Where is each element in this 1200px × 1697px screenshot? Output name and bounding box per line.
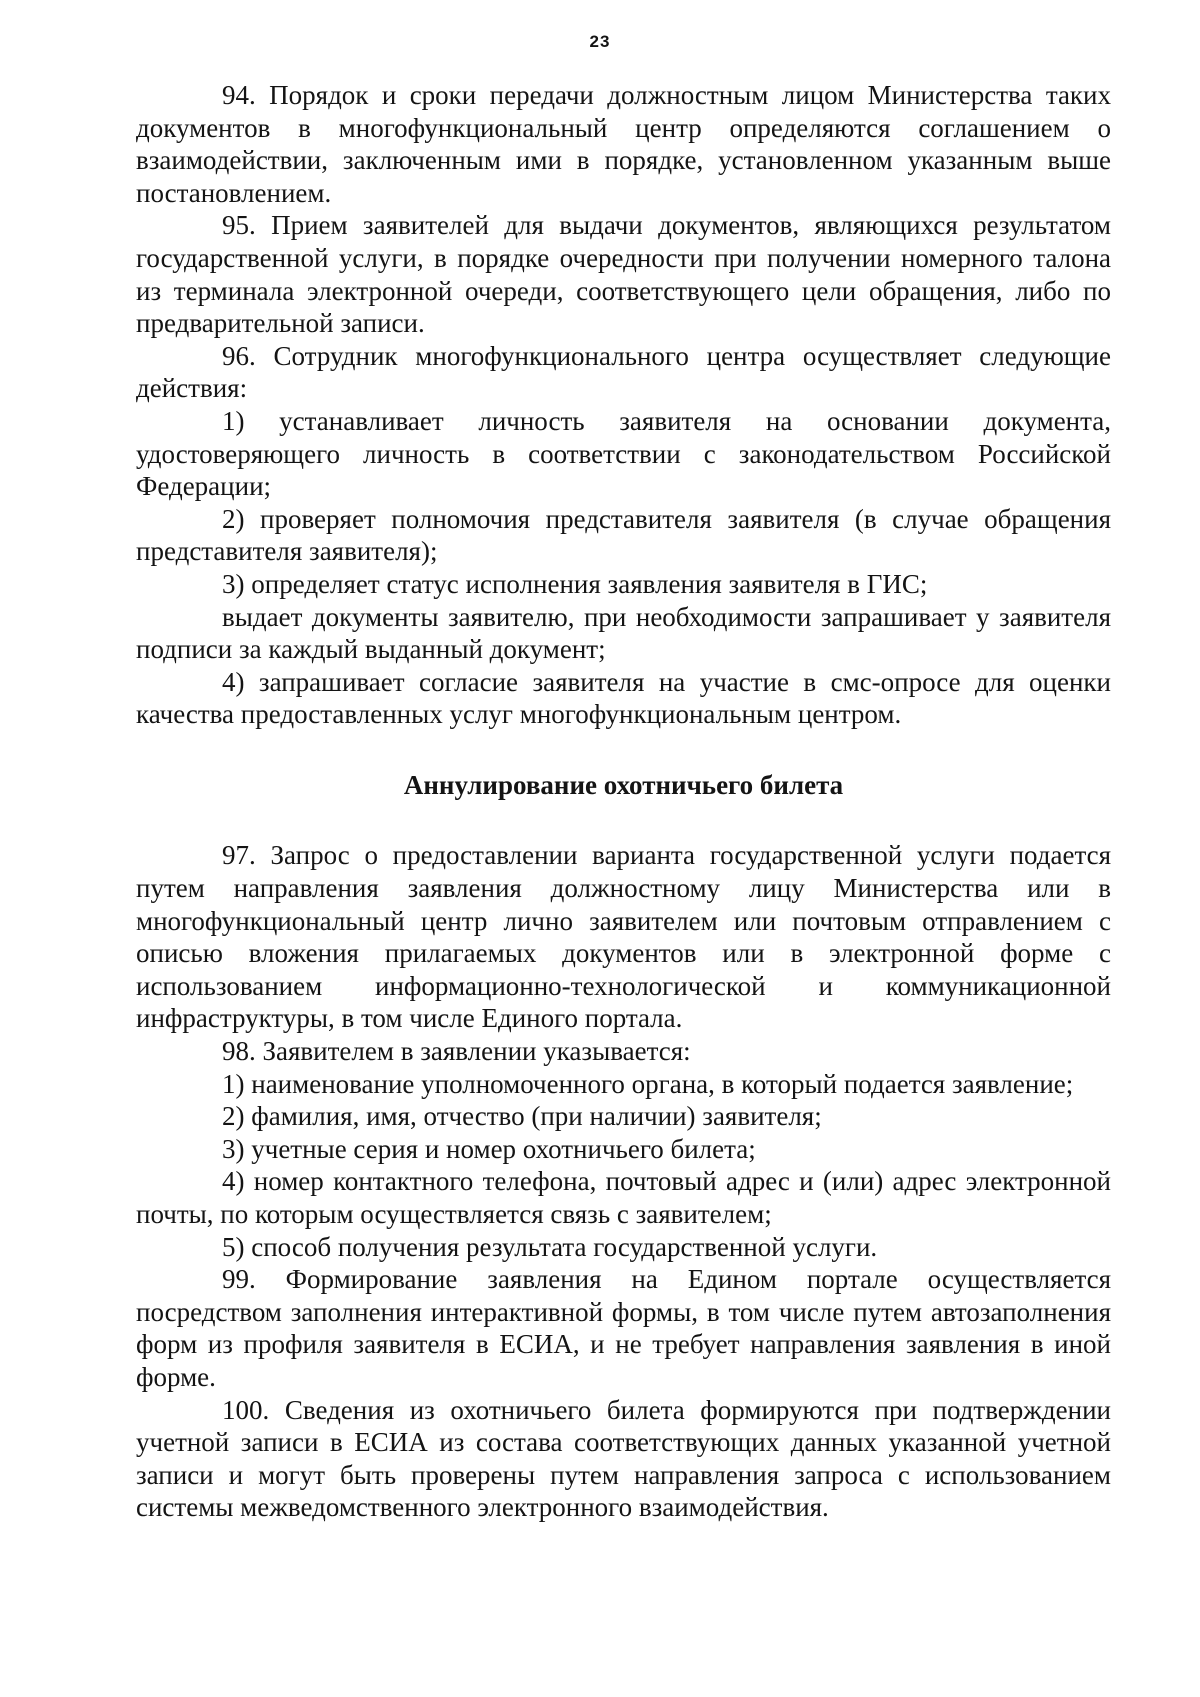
paragraph-98: 98. Заявителем в заявлении указывается:	[222, 1036, 691, 1067]
paragraph-95: 95. Прием заявителей для выдачи документов, являющихся результатом государственной услуги, в порядке очередности при получении номерного талона из терминала электронной очереди, соответствующего цели обращения, либо по предварительной записи.	[136, 210, 1111, 339]
page-number: 23	[589, 32, 611, 51]
paragraph-96: 96. Сотрудник многофункционального центра осуществляет следующие действия:	[136, 340, 1111, 404]
paragraph-94: 94. Порядок и сроки передачи должностным лицом Министерства таких документов в многофункциональный центр определяются соглашением о взаимодействии, заключенным ими в порядке, установленном указанным выше постановлением.	[136, 80, 1111, 208]
paragraph-98-item-4: 4) номер контактного телефона, почтовый адрес и (или) адрес электронной почты, по которым осуществляется связь с заявителем;	[136, 1166, 1111, 1229]
paragraph-96-item-3: 3) определяет статус исполнения заявления заявителя в ГИС;	[222, 568, 928, 599]
paragraph-97: 97. Запрос о предоставлении варианта государственной услуги подается путем направления заявления должностному лицу Министерства или в многофункциональный центр лично заявителем или почтовым отправлением с описью вложения прилагаемых документов или в электронной форме с использованием информационно-технологической и коммуникационной инфраструктуры, в том числе Единого портала.	[136, 840, 1111, 1034]
paragraph-98-item-1: 1) наименование уполномоченного органа, в который подается заявление;	[222, 1068, 1074, 1099]
paragraph-96-item-3-cont: выдает документы заявителю, при необходимости запрашивает у заявителя подписи за каждый выданный документ;	[136, 601, 1111, 665]
paragraph-98-item-2: 2) фамилия, имя, отчество (при наличии) заявителя;	[222, 1101, 822, 1132]
paragraph-99: 99. Формирование заявления на Едином портале осуществляется посредством заполнения интерактивной формы, в том числе путем автозаполнения форм из профиля заявителя в ЕСИА, и не требует направления заявления в иной форме.	[136, 1264, 1111, 1392]
paragraph-100: 100. Сведения из охотничьего билета формируются при подтверждении учетной записи в ЕСИА из состава соответствующих данных указанной учетной записи и могут быть проверены путем направления запроса с использованием системы межведомственного электронного взаимодействия.	[136, 1394, 1111, 1523]
paragraph-96-item-4: 4) запрашивает согласие заявителя на участие в смс-опросе для оценки качества предоставленных услуг многофункциональным центром.	[136, 666, 1111, 730]
paragraph-96-item-1: 1) устанавливает личность заявителя на основании документа, удостоверяющего личность в соответствии с законодательством Российской Федерации;	[136, 405, 1111, 502]
paragraph-96-item-2: 2) проверяет полномочия представителя заявителя (в случае обращения представителя заявителя);	[136, 503, 1111, 567]
paragraph-98-item-3: 3) учетные серия и номер охотничьего билета;	[222, 1133, 756, 1164]
paragraph-98-item-5: 5) способ получения результата государственной услуги.	[222, 1231, 878, 1262]
section-heading: Аннулирование охотничьего билета	[403, 769, 844, 800]
document-body	[136, 79, 1111, 1524]
